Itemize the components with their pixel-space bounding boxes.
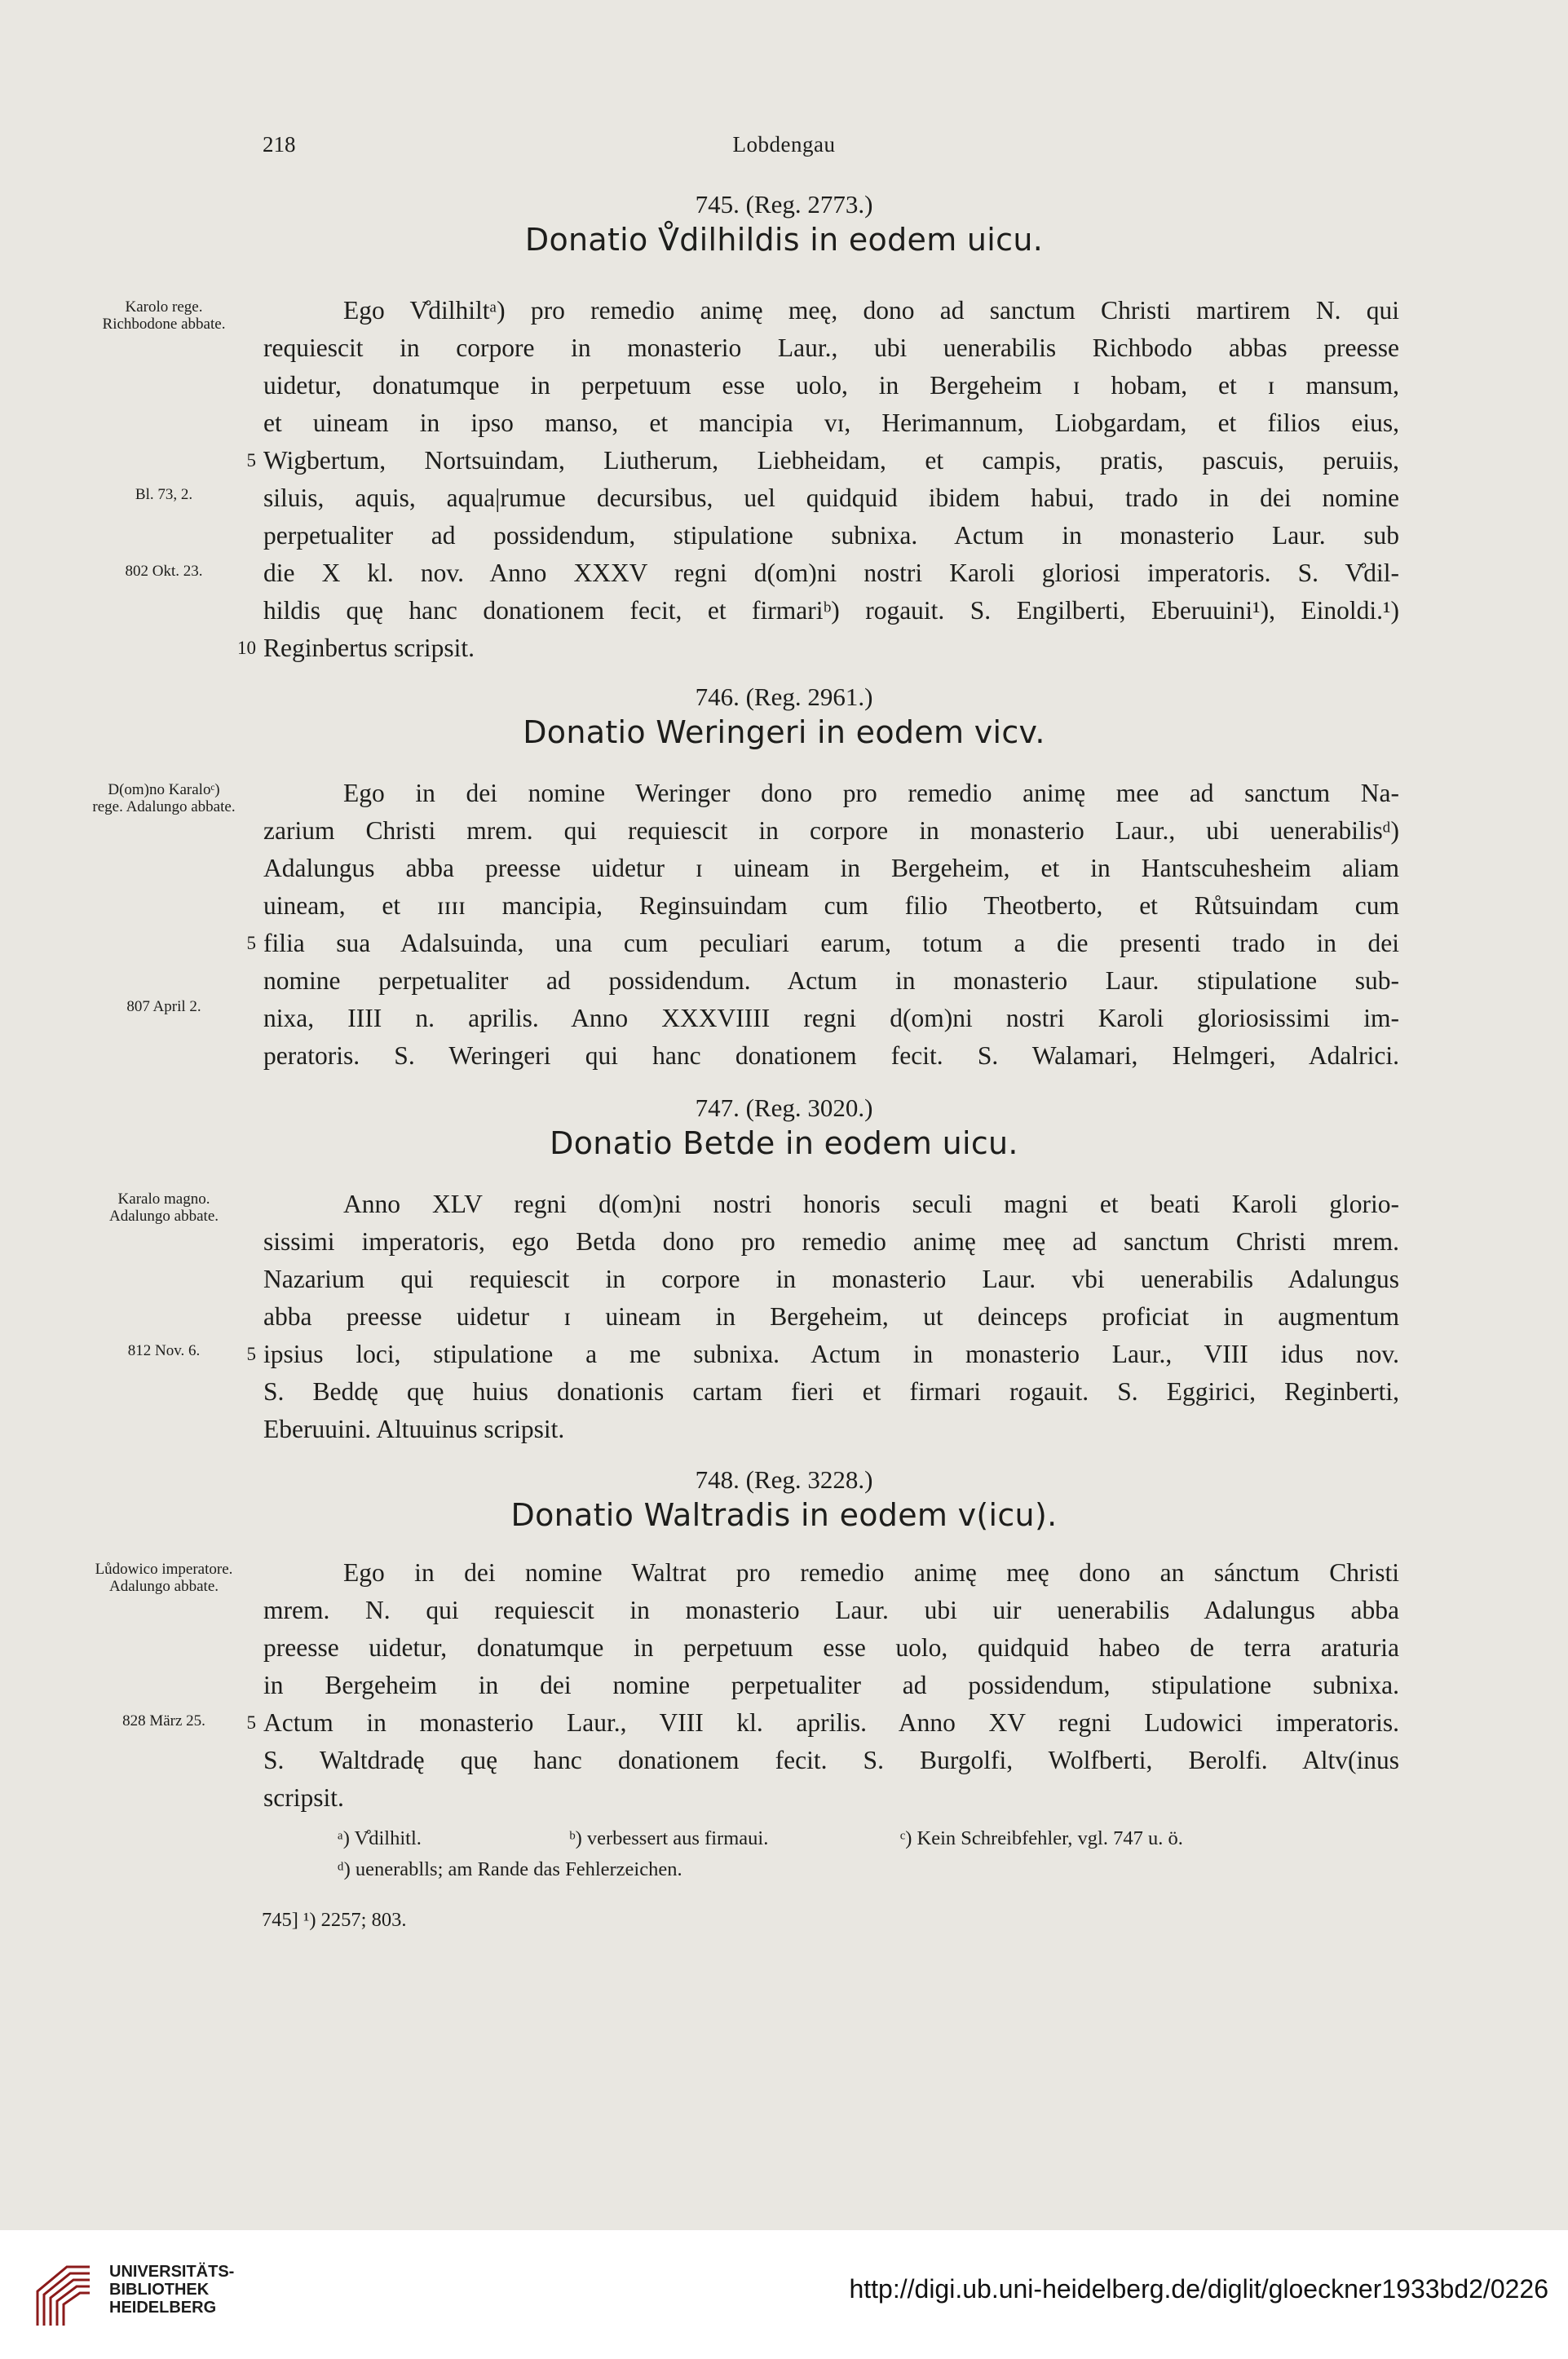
text-line: filia sua Adalsuinda, una cum peculiari earum, totum a die presenti trado in dei <box>263 929 1399 957</box>
entry-number: 747. (Reg. 3020.) <box>695 1093 873 1122</box>
page-header <box>0 132 1568 165</box>
source-url-link[interactable]: http://digi.ub.uni-heidelberg.de/diglit/gloeckner1933bd2/0226 <box>849 2274 1548 2304</box>
text-line: abba preesse uidetur ɪ uineam in Bergeheim, ut deinceps proficiat in augmentum <box>263 1302 1399 1331</box>
margin-note-folio: Bl. 73, 2. <box>135 486 193 503</box>
text-line: Actum in monasterio Laur., VIII kl. aprilis. Anno XV regni Ludowici imperatoris. <box>263 1708 1399 1737</box>
line-number: 5 <box>246 933 256 953</box>
margin-note-date: 807 April 2. <box>126 998 201 1015</box>
entry-745-heading <box>0 189 1568 259</box>
entry-number: 745. (Reg. 2773.) <box>695 190 873 219</box>
text-line: scripsit. <box>263 1783 344 1812</box>
text-line: sissimi imperatoris, ego Betda dono pro remedio animę meę ad sanctum Christi mrem. <box>263 1227 1399 1256</box>
margin-note-date: 828 März 25. <box>122 1712 205 1729</box>
entry-747-heading <box>0 1093 1568 1163</box>
text-line: siluis, aquis, aqua|rumue decursibus, uel quidquid ibidem habui, trado in dei nomine <box>263 484 1399 512</box>
library-name-line: BIBLIOTHEK <box>109 2281 210 2299</box>
entry-title: Donatio V̊dilhildis in eodem uicu. <box>524 222 1044 258</box>
line-number: 5 <box>246 1712 256 1733</box>
text-line: nomine perpetualiter ad possidendum. Actum in monasterio Laur. stipulatione sub- <box>263 966 1399 995</box>
entry-number: 746. (Reg. 2961.) <box>695 683 873 711</box>
text-line: requiescit in corpore in monasterio Laur., ubi uenerabilis Richbodo abbas preesse <box>263 334 1399 362</box>
text-line: zarium Christi mrem. qui requiescit in corpore in monasterio Laur., ubi uenerabilisᵈ) <box>263 816 1399 845</box>
library-name-line: HEIDELBERG <box>109 2299 217 2317</box>
entry-748-heading <box>0 1464 1568 1535</box>
entry-746-heading <box>0 682 1568 752</box>
footnote-a: ᵃ) V̊dilhitl. <box>338 1827 422 1849</box>
margin-note-ruler: Karolo rege. Richbodone abbate. <box>102 298 226 333</box>
text-line: preesse uidetur, donatumque in perpetuum esse uolo, quidquid habeo de terra araturia <box>263 1633 1399 1662</box>
text-line: Nazarium qui requiescit in corpore in monasterio Laur. vbi uenerabilis Adalungus <box>263 1265 1399 1293</box>
reference-note: 745] ¹) 2257; 803. <box>262 1909 407 1931</box>
text-line: Ego in dei nomine Waltrat pro remedio animę meę dono an sánctum Christi <box>343 1558 1399 1587</box>
text-line: mrem. N. qui requiescit in monasterio Laur. ubi uir uenerabilis Adalungus abba <box>263 1596 1399 1624</box>
margin-note-ruler: D(om)no Karaloᶜ) rege. Adalungo abbate. <box>92 781 236 815</box>
text-line: Ego V̊dilhiltᵃ) pro remedio animę meę, dono ad sanctum Christi martirem N. qui <box>343 296 1399 325</box>
line-number: 10 <box>237 638 256 658</box>
text-line: Ego in dei nomine Weringer dono pro remedio animę mee ad sanctum Na- <box>343 779 1399 807</box>
text-line: ipsius loci, stipulatione a me subnixa. Actum in monasterio Laur., VIII idus nov. <box>263 1340 1399 1368</box>
margin-note-ruler: Lůdowico imperatore. Adalungo abbate. <box>95 1561 233 1595</box>
footnote-d: ᵈ) uenerablls; am Rande das Fehlerzeichen. <box>338 1858 682 1880</box>
text-line: in Bergeheim in dei nomine perpetualiter ad possidendum, stipulatione subnixa. <box>263 1671 1399 1699</box>
entry-number: 748. (Reg. 3228.) <box>695 1465 873 1494</box>
page-number: 218 <box>263 132 296 157</box>
text-line: Adalungus abba preesse uidetur ɪ uineam in Bergeheim, et in Hantscuhesheim aliam <box>263 854 1399 882</box>
text-line: perpetualiter ad possidendum, stipulatione subnixa. Actum in monasterio Laur. sub <box>263 521 1399 550</box>
entry-title: Donatio Betde in eodem uicu. <box>550 1125 1018 1161</box>
library-footer <box>0 2230 1568 2359</box>
text-line: uineam, et ɪɪɪɪ mancipia, Reginsuindam cum filio Theotberto, et Růtsuindam cum <box>263 891 1399 920</box>
margin-note-date: 812 Nov. 6. <box>127 1342 201 1359</box>
line-number: 5 <box>246 1344 256 1364</box>
library-logo-icon <box>34 2259 93 2329</box>
footnote-b: ᵇ) verbessert aus firmaui. <box>569 1827 769 1849</box>
running-title: Lobdengau <box>732 132 836 157</box>
text-line: Reginbertus scripsit. <box>263 634 475 662</box>
text-line: Wigbertum, Nortsuindam, Liutherum, Liebheidam, et campis, pratis, pascuis, peruiis, <box>263 446 1399 475</box>
library-name-line: UNIVERSITÄTS- <box>109 2263 235 2281</box>
footnote-c: ᶜ) Kein Schreibfehler, vgl. 747 u. ö. <box>900 1827 1183 1849</box>
text-line: Eberuuini. Altuuinus scripsit. <box>263 1415 565 1443</box>
margin-note-date: 802 Okt. 23. <box>125 563 203 580</box>
text-line: S. Waltdradę quę hanc donationem fecit. S. Burgolfi, Wolfberti, Berolfi. Altv(inus <box>263 1746 1399 1774</box>
text-line: hildis quę hanc donationem fecit, et firmariᵇ) rogauit. S. Engilberti, Eberuuini¹), Einoldi.¹) <box>263 596 1399 625</box>
library-name <box>109 2263 234 2317</box>
text-line: et uineam in ipso manso, et mancipia ᴠɪ, Herimannum, Liobgardam, et filios eius, <box>263 409 1399 437</box>
text-line: nixa, IIII n. aprilis. Anno XXXVIIII regni d(om)ni nostri Karoli gloriosissimi im- <box>263 1004 1399 1032</box>
entry-title: Donatio Waltradis in eodem v(icu). <box>510 1497 1058 1533</box>
text-line: peratoris. S. Weringeri qui hanc donationem fecit. S. Walamari, Helmgeri, Adalrici. <box>263 1041 1399 1070</box>
entry-title: Donatio Weringeri in eodem vicv. <box>523 714 1045 750</box>
text-line: uidetur, donatumque in perpetuum esse uolo, in Bergeheim ɪ hobam, et ɪ mansum, <box>263 371 1399 400</box>
text-line: Anno XLV regni d(om)ni nostri honoris seculi magni et beati Karoli glorio- <box>343 1190 1399 1218</box>
line-number: 5 <box>246 450 256 470</box>
text-line: S. Beddę quę huius donationis cartam fieri et firmari rogauit. S. Eggirici, Reginberti, <box>263 1377 1399 1406</box>
text-line: die X kl. nov. Anno XXXV regni d(om)ni nostri Karoli gloriosi imperatoris. S. V̊dil- <box>263 559 1399 587</box>
margin-note-ruler: Karalo magno. Adalungo abbate. <box>108 1191 219 1225</box>
